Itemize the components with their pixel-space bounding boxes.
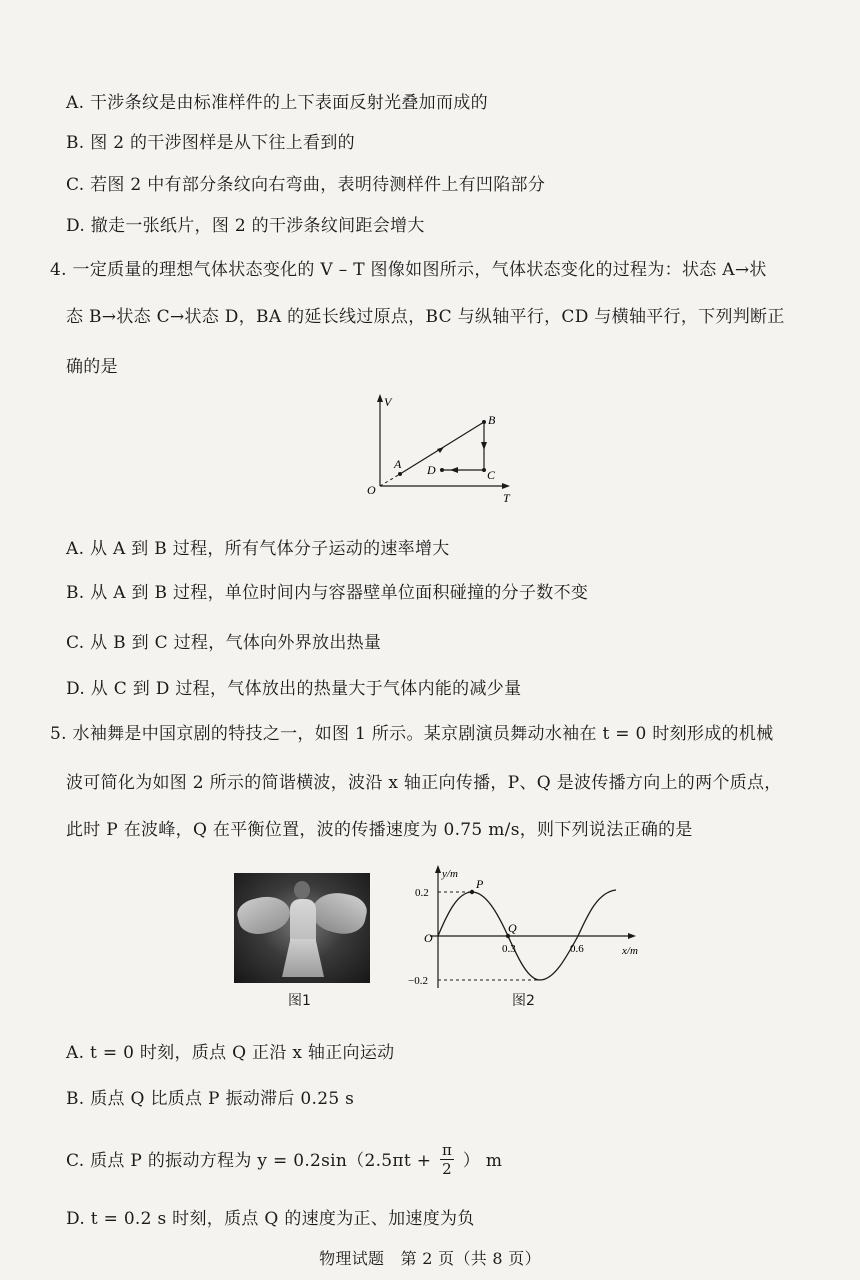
graph-point-b: B xyxy=(488,413,496,427)
pi-over-2-fraction xyxy=(440,1141,454,1178)
q4-option-b: B. 从 A 到 B 过程，单位时间内与容器壁单位面积碰撞的分子数不变 xyxy=(66,583,589,603)
graph-origin-label: O xyxy=(367,483,376,497)
wave-tick-y-pos: 0.2 xyxy=(415,887,429,899)
q3-option-d: D. 撤走一张纸片，图 2 的干涉条纹间距会增大 xyxy=(66,216,425,236)
fraction-numerator: π xyxy=(441,1141,453,1159)
q5-option-c-text: C. 质点 P 的振动方程为 y = 0.2sin（2.5πt + xyxy=(66,1151,432,1171)
q5-stem-line2: 波可简化为如图 2 所示的简谐横波，波沿 x 轴正向传播，P、Q 是波传播方向上的两个质点， xyxy=(66,773,782,793)
q3-option-b: B. 图 2 的干涉图样是从下往上看到的 xyxy=(66,133,355,153)
q4-stem-line2: 态 B→状态 C→状态 D，BA 的延长线过原点，BC 与纵轴平行，CD 与横轴平行，下列判断正 xyxy=(66,307,785,327)
q5-option-a: A. t = 0 时刻，质点 Q 正沿 x 轴正向运动 xyxy=(66,1043,395,1063)
q5-option-b: B. 质点 Q 比质点 P 振动滞后 0.25 s xyxy=(66,1089,355,1109)
graph-point-a: A xyxy=(394,457,402,471)
figure2-caption: 图2 xyxy=(512,993,535,1009)
opera-dancer-photo xyxy=(234,873,370,983)
wave-graph xyxy=(400,862,650,990)
q3-option-a: A. 干涉条纹是由标准样件的上下表面反射光叠加而成的 xyxy=(66,93,488,113)
q3-option-c: C. 若图 2 中有部分条纹向右弯曲，表明待测样件上有凹陷部分 xyxy=(66,175,546,195)
q4-stem-line1: 4. 一定质量的理想气体状态变化的 V – T 图像如图所示，气体状态变化的过程为：状态 A→状 xyxy=(50,260,767,280)
graph-t-label: T xyxy=(503,491,510,505)
q4-option-d: D. 从 C 到 D 过程，气体放出的热量大于气体内能的减少量 xyxy=(66,679,522,699)
wave-tick-y-neg: −0.2 xyxy=(408,975,428,987)
q4-stem-line3: 确的是 xyxy=(66,357,118,377)
q5-stem-line1: 5. 水袖舞是中国京剧的特技之一，如图 1 所示。某京剧演员舞动水袖在 t = 0 时刻形成的机械 xyxy=(50,724,774,744)
fraction-denominator: 2 xyxy=(442,1160,452,1178)
page-footer: 物理试题 第 2 页（共 8 页） xyxy=(319,1249,541,1268)
graph-point-d: D xyxy=(427,463,436,477)
figure1-caption: 图1 xyxy=(288,993,311,1009)
wave-x-axis-label: x/m xyxy=(622,945,638,957)
graph-point-c: C xyxy=(487,468,496,482)
wave-point-p: P xyxy=(476,877,484,891)
q5-option-c-tail: ） m xyxy=(462,1151,503,1171)
wave-tick-x2: 0.6 xyxy=(570,943,584,955)
wave-tick-x1: 0.3 xyxy=(502,943,516,955)
q5-option-c xyxy=(66,1143,502,1180)
q5-option-d: D. t = 0.2 s 时刻，质点 Q 的速度为正、加速度为负 xyxy=(66,1209,475,1229)
wave-origin-label: O xyxy=(424,931,433,945)
graph-v-label: V xyxy=(384,395,392,409)
vt-graph xyxy=(360,392,520,507)
q4-option-c: C. 从 B 到 C 过程，气体向外界放出热量 xyxy=(66,633,382,653)
q5-stem-line3: 此时 P 在波峰，Q 在平衡位置，波的传播速度为 0.75 m/s，则下列说法正确的是 xyxy=(66,820,693,840)
wave-point-q: Q xyxy=(508,921,517,935)
wave-y-axis-label: y/m xyxy=(442,868,458,880)
q4-option-a: A. 从 A 到 B 过程，所有气体分子运动的速率增大 xyxy=(66,539,450,559)
